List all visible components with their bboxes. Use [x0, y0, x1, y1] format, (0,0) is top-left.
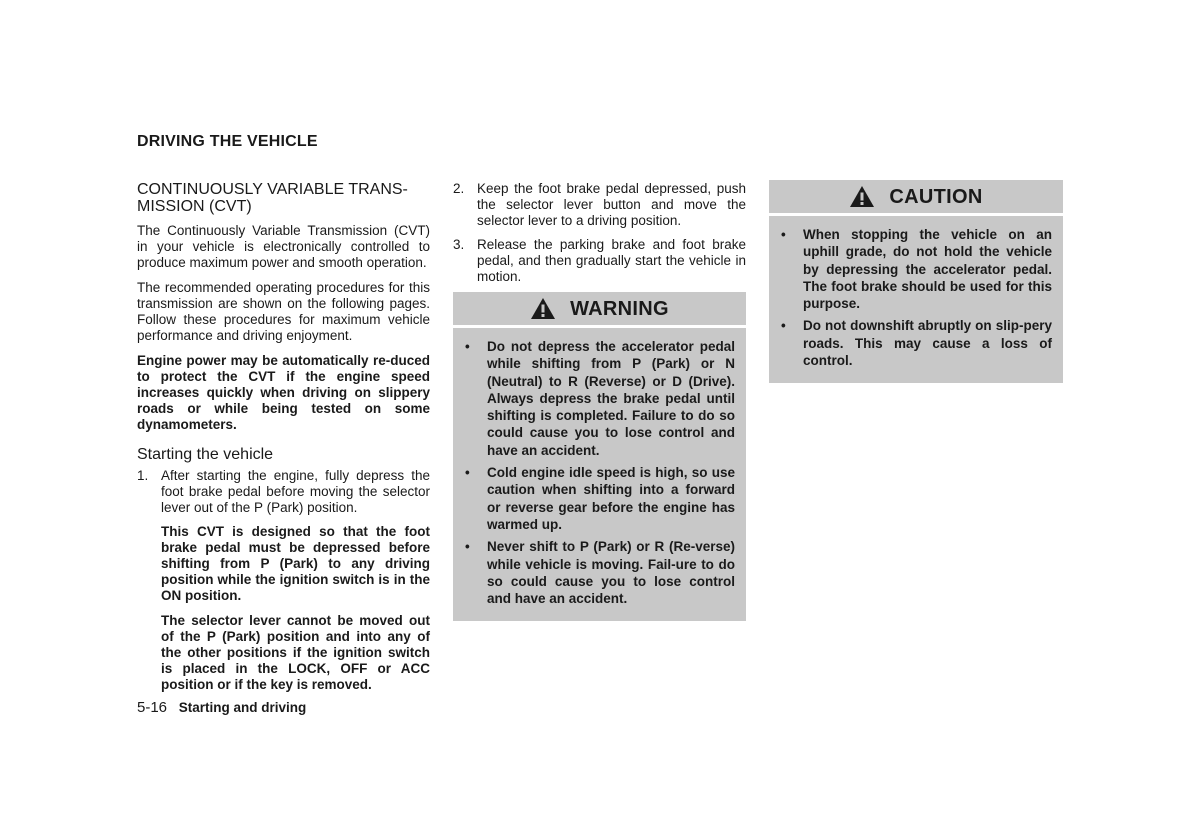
warning-item [463, 464, 735, 533]
footer-section-name: Starting and driving [178, 700, 307, 715]
warning-item [463, 538, 735, 607]
step-3-text: Release the parking brake and foot brake pedal, and then gradually start the vehicle in motion. [477, 237, 746, 284]
caution-box [769, 180, 1063, 383]
caution-item [779, 317, 1052, 369]
section-heading: DRIVING THE VEHICLE [137, 133, 318, 150]
column-2 [453, 181, 746, 621]
bullet-glyph: • [465, 465, 470, 481]
warning-item-text: Do not depress the accelerator pedal while shifting from P (Park) or N (Neutral) to R (Reverse) or D (Drive). Always depress the brake pedal until shifting is completed. Failure to do so could cause you to lose control and have an accident. [487, 339, 735, 458]
bullet-glyph: • [781, 318, 786, 334]
cvt-title: CONTINUOUSLY VARIABLE TRANS-MISSION (CVT) [137, 181, 408, 215]
warning-triangle-icon [849, 185, 875, 208]
caution-header [769, 180, 1063, 216]
warning-item-text: Cold engine idle speed is high, so use caution when shifting into a forward or reverse gear before the engine has warmed up. [487, 465, 735, 532]
step-2-text: Keep the foot brake pedal depressed, push the selector lever button and move the selector lever to a driving position. [477, 181, 746, 228]
warning-item [463, 338, 735, 459]
caution-list [769, 216, 1063, 378]
page-footer [137, 699, 306, 716]
warning-label: WARNING [570, 297, 669, 320]
engine-power-note: Engine power may be automatically re-duced to protect the CVT if the engine speed increases quickly when driving on slippery roads or while being tested on some dynamometers. [137, 353, 430, 432]
step-1-note-brake: This CVT is designed so that the foot brake pedal must be depressed before shifting from P (Park) to any driving position while the ignition switch is in the ON position. [161, 524, 430, 603]
warning-item-text: Never shift to P (Park) or R (Re-verse) while vehicle is moving. Fail-ure to do so could cause you to lose control and have an accident. [487, 539, 735, 607]
bullet-glyph: • [465, 339, 470, 354]
bullet-glyph: • [465, 539, 470, 555]
step-1 [137, 468, 430, 516]
caution-item [779, 226, 1052, 312]
step-1-text: After starting the engine, fully depress the foot brake pedal before moving the selector lever out of the P (Park) position. [161, 468, 430, 515]
column-1 [137, 181, 430, 702]
cvt-intro-paragraph: The Continuously Variable Transmission (CVT) in your vehicle is electronically controlled to produce maximum power and smooth operation. [137, 223, 430, 270]
step-3 [453, 237, 746, 285]
warning-triangle-icon [530, 297, 556, 320]
starting-vehicle-heading: Starting the vehicle [137, 446, 274, 463]
step-1-number: 1. [137, 468, 149, 483]
step-3-number: 3. [453, 237, 465, 252]
page-number: 5-16 [137, 699, 168, 716]
cvt-procedures-paragraph: The recommended operating procedures for this transmission are shown on the following pages. Follow these procedures for maximum vehicle performance and driving enjoyment. [137, 280, 430, 343]
caution-label: CAUTION [889, 185, 983, 208]
bullet-glyph: • [781, 227, 786, 242]
step-2-number: 2. [453, 181, 465, 196]
caution-item-text: When stopping the vehicle on an uphill grade, do not hold the vehicle by depressing the accelerator pedal. The foot brake should be used for this purpose. [803, 227, 1052, 312]
warning-list [453, 328, 746, 616]
caution-item-text: Do not downshift abruptly on slip-pery roads. This may cause a loss of control. [803, 318, 1052, 369]
column-3 [769, 180, 1063, 383]
warning-box [453, 292, 746, 621]
step-1-note-selector: The selector lever cannot be moved out of the P (Park) position and into any of the other positions if the ignition switch is placed in the LOCK, OFF or ACC position or if the key is removed. [161, 613, 430, 692]
warning-header [453, 292, 746, 328]
step-2 [453, 181, 746, 229]
